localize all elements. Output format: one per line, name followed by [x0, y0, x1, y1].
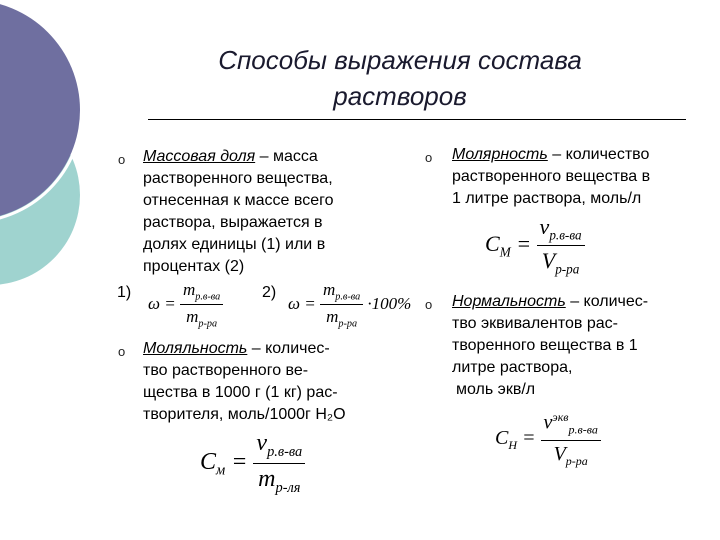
- mass-fraction-line: долях единицы (1) или в: [143, 236, 326, 253]
- formula-lhs-sub: H: [508, 437, 518, 452]
- molality-line: щества в 1000 г (1 кг) рас-: [143, 384, 338, 401]
- mass-fraction-line: – масса: [259, 148, 318, 165]
- denominator-sub: р-ля: [275, 479, 301, 496]
- mass-fraction-line: отнесенная к массе всего: [143, 192, 334, 209]
- marker-2: 2): [262, 284, 277, 301]
- numerator: m: [322, 280, 336, 299]
- molarity-term: Молярность: [452, 146, 548, 163]
- title-line-2: растворов: [333, 81, 467, 111]
- formula-lhs: ω =: [148, 293, 176, 313]
- numerator: ν: [256, 430, 268, 456]
- denominator: V: [541, 248, 556, 274]
- numerator-sub: р.в-ва: [549, 227, 582, 243]
- bullet-molality: o: [118, 344, 126, 359]
- bullet-normality: o: [425, 297, 433, 312]
- fraction: [253, 430, 305, 497]
- denominator-sub: р-ра: [565, 453, 588, 468]
- denominator: V: [553, 442, 566, 465]
- denominator-sub: р-ра: [198, 318, 218, 330]
- equals-sign: =: [522, 426, 536, 449]
- molality-term: Моляльность: [143, 340, 248, 357]
- normality-line: творенного вещества в 1: [452, 337, 638, 354]
- mass-fraction-term: Массовая доля: [143, 148, 256, 165]
- numerator: ν: [543, 411, 553, 434]
- normality-line: тво эквивалентов рас-: [452, 315, 618, 332]
- fraction: [320, 280, 363, 330]
- molarity-line: растворенного вещества в: [452, 168, 651, 185]
- numerator: ν: [539, 214, 550, 239]
- molality-line: тво растворенного ве-: [143, 362, 309, 379]
- formula-lhs: ω =: [288, 293, 316, 313]
- formula-normality: [495, 410, 601, 469]
- equals-sign: =: [231, 448, 248, 475]
- denominator-sub: р-ра: [555, 261, 580, 277]
- molarity-line: – количество: [552, 146, 650, 163]
- mass-fraction-line: процентах (2): [143, 258, 245, 275]
- fraction: [541, 410, 601, 469]
- numerator-sub: р.в-ва: [267, 443, 303, 460]
- formula-molality: [200, 430, 305, 497]
- molality-line: творителя, моль/1000г H₂O: [143, 406, 346, 423]
- formula-lhs: C: [485, 230, 500, 256]
- normality-line: – количес-: [570, 293, 649, 310]
- formula-lhs-sub: M: [499, 244, 511, 260]
- molarity-block: [452, 144, 712, 210]
- molality-block: [143, 338, 403, 426]
- formula-lhs: C: [200, 448, 217, 475]
- formula-tail: ·100%: [367, 293, 412, 313]
- normality-block: [452, 291, 712, 401]
- title-rule: [148, 119, 686, 120]
- formula-mass-percent: [288, 280, 411, 330]
- fraction: [180, 280, 223, 330]
- normality-term: Нормальность: [452, 293, 566, 310]
- denominator: m: [186, 307, 199, 327]
- decorative-circles: [0, 0, 110, 320]
- numerator-sub: р.в-ва: [568, 422, 598, 437]
- mass-fraction-line: раствора, выражается в: [143, 214, 323, 231]
- molarity-line: 1 литре раствора, моль/л: [452, 190, 642, 207]
- mass-fraction-line: растворенного вещества,: [143, 170, 333, 187]
- molality-line: – количес-: [251, 340, 330, 357]
- formula-mass-fraction: [148, 280, 223, 330]
- denominator-sub: р-ра: [338, 318, 358, 330]
- title-line-1: Способы выражения состава: [218, 45, 582, 75]
- page-title: [120, 42, 680, 114]
- numerator-sup: экв: [552, 410, 569, 424]
- denominator: m: [258, 465, 276, 492]
- formula-molarity: [485, 214, 585, 278]
- numerator: m: [182, 280, 196, 299]
- bullet-molarity: o: [425, 150, 433, 165]
- normality-line: моль экв/л: [456, 381, 536, 398]
- bullet-mass-fraction: o: [118, 152, 126, 167]
- equals-sign: =: [516, 230, 532, 256]
- normality-line: литре раствора,: [452, 359, 573, 376]
- numerator-sub: р.в-ва: [195, 291, 221, 303]
- formula-lhs-sub: м: [216, 462, 226, 479]
- mass-fraction-block: [143, 146, 393, 278]
- marker-1: 1): [117, 284, 132, 301]
- denominator: m: [326, 307, 339, 327]
- formula-lhs: C: [495, 426, 509, 449]
- numerator-sub: р.в-ва: [335, 291, 361, 303]
- fraction: [537, 214, 585, 278]
